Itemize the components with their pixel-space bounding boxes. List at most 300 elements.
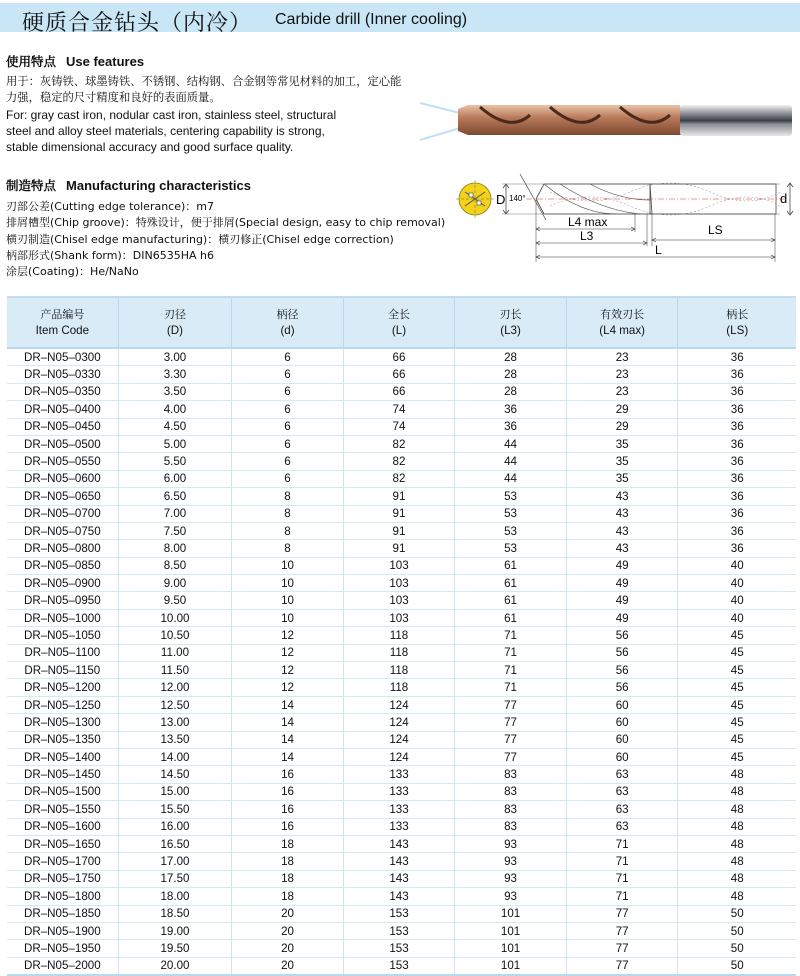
cell-item-code: DR–N05–1300 <box>7 714 118 731</box>
cell-shank-diameter: 6 <box>232 435 343 452</box>
cell-flute-length: 53 <box>455 540 567 557</box>
manufacturing-line: 涂层(Coating)：He/NaNo <box>6 265 139 279</box>
cell-flute-length: 53 <box>455 522 567 539</box>
cell-shank-diameter: 16 <box>232 801 343 818</box>
cell-overall-length: 66 <box>343 348 455 366</box>
cell-shank-length: 40 <box>678 592 796 609</box>
cell-flute-length: 71 <box>455 644 567 661</box>
cell-shank-length: 48 <box>678 818 796 835</box>
cell-cutting-diameter: 16.00 <box>118 818 232 835</box>
cell-flute-length: 44 <box>455 470 567 487</box>
column-header-en: Item Code <box>35 323 90 337</box>
cell-shank-length: 40 <box>678 609 796 626</box>
cell-overall-length: 74 <box>343 401 455 418</box>
table-row <box>7 348 796 366</box>
cell-cutting-diameter: 16.50 <box>118 835 232 852</box>
cell-effective-length: 56 <box>566 627 678 644</box>
cell-cutting-diameter: 14.00 <box>118 748 232 765</box>
manufacturing-heading <box>6 176 251 194</box>
use-features-line: 力强，稳定的尺寸精度和良好的表面质量。 <box>6 91 221 105</box>
cell-cutting-diameter: 5.00 <box>118 435 232 452</box>
column-header-item-code <box>7 297 118 348</box>
cell-effective-length: 35 <box>566 470 678 487</box>
drill-shank <box>680 105 792 136</box>
cell-cutting-diameter: 9.50 <box>118 592 232 609</box>
cell-flute-length: 83 <box>455 766 567 783</box>
cell-shank-length: 50 <box>678 905 796 922</box>
cell-shank-length: 40 <box>678 557 796 574</box>
column-header-zh: 有效刃长 <box>600 307 645 321</box>
cell-item-code: DR–N05–0650 <box>7 488 118 505</box>
table-row <box>7 818 796 835</box>
cell-effective-length: 49 <box>566 592 678 609</box>
cell-flute-length: 28 <box>455 383 567 400</box>
cell-shank-diameter: 8 <box>232 540 343 557</box>
cell-cutting-diameter: 11.50 <box>118 662 232 679</box>
cell-cutting-diameter: 7.00 <box>118 505 232 522</box>
cell-overall-length: 118 <box>343 662 455 679</box>
cell-flute-length: 71 <box>455 662 567 679</box>
cell-overall-length: 143 <box>343 888 455 905</box>
use-features-line: stable dimensional accuracy and good surface quality. <box>6 140 294 155</box>
cell-item-code: DR–N05–0450 <box>7 418 118 435</box>
cell-shank-length: 48 <box>678 766 796 783</box>
cell-shank-length: 48 <box>678 801 796 818</box>
cell-cutting-diameter: 6.00 <box>118 470 232 487</box>
manufacturing-line: 排屑槽型(Chip groove)：特殊设计，便于排屑(Special design, easy to chip removal) <box>6 216 446 230</box>
cell-flute-length: 71 <box>455 627 567 644</box>
cell-overall-length: 91 <box>343 505 455 522</box>
cell-shank-diameter: 18 <box>232 853 343 870</box>
cell-overall-length: 82 <box>343 453 455 470</box>
cell-shank-diameter: 6 <box>232 366 343 383</box>
cell-shank-length: 36 <box>678 453 796 470</box>
cell-shank-diameter: 6 <box>232 401 343 418</box>
cell-shank-diameter: 12 <box>232 644 343 661</box>
table-row <box>7 696 796 713</box>
cell-shank-length: 48 <box>678 870 796 887</box>
cell-effective-length: 23 <box>566 366 678 383</box>
table-row <box>7 522 796 539</box>
table-row <box>7 801 796 818</box>
cell-overall-length: 143 <box>343 870 455 887</box>
cell-flute-length: 77 <box>455 731 567 748</box>
table-row <box>7 957 796 975</box>
cell-shank-length: 36 <box>678 383 796 400</box>
cell-overall-length: 103 <box>343 592 455 609</box>
use-features-heading-zh: 使用特点 <box>6 54 57 69</box>
cell-effective-length: 77 <box>566 940 678 957</box>
cell-item-code: DR–N05–1750 <box>7 870 118 887</box>
cell-shank-diameter: 12 <box>232 662 343 679</box>
diagram-label-L3: L3 <box>580 229 594 243</box>
cell-flute-length: 83 <box>455 818 567 835</box>
cell-item-code: DR–N05–1350 <box>7 731 118 748</box>
column-header-zh: 柄径 <box>276 307 299 321</box>
cell-overall-length: 74 <box>343 418 455 435</box>
cell-shank-diameter: 6 <box>232 348 343 366</box>
cell-flute-length: 101 <box>455 957 567 975</box>
cell-cutting-diameter: 11.00 <box>118 644 232 661</box>
cell-effective-length: 63 <box>566 818 678 835</box>
manufacturing-line: 柄部形式(Shank form)：DIN6535HA h6 <box>6 248 214 262</box>
column-header-zh: 产品编号 <box>40 307 85 321</box>
cell-cutting-diameter: 6.50 <box>118 488 232 505</box>
cell-cutting-diameter: 5.50 <box>118 453 232 470</box>
cell-item-code: DR–N05–1800 <box>7 888 118 905</box>
cell-flute-length: 61 <box>455 609 567 626</box>
column-header-effective-length <box>566 297 678 348</box>
cell-effective-length: 77 <box>566 957 678 975</box>
cell-shank-diameter: 16 <box>232 766 343 783</box>
cell-shank-diameter: 10 <box>232 592 343 609</box>
cell-shank-diameter: 20 <box>232 905 343 922</box>
manufacturing-heading-en: Manufacturing characteristics <box>66 178 251 193</box>
table-row <box>7 366 796 383</box>
cell-effective-length: 77 <box>566 905 678 922</box>
cell-effective-length: 71 <box>566 870 678 887</box>
table-row <box>7 592 796 609</box>
cell-shank-length: 45 <box>678 679 796 696</box>
table-row <box>7 905 796 922</box>
cell-cutting-diameter: 20.00 <box>118 957 232 975</box>
cell-shank-length: 36 <box>678 401 796 418</box>
use-features-line: For: gray cast iron, nodular cast iron, stainless steel, structural <box>6 107 337 122</box>
table-row <box>7 470 796 487</box>
cell-item-code: DR–N05–0330 <box>7 366 118 383</box>
diagram-label-L4: L4 max <box>568 215 608 229</box>
cell-flute-length: 28 <box>455 366 567 383</box>
cell-shank-diameter: 18 <box>232 835 343 852</box>
cell-overall-length: 133 <box>343 783 455 800</box>
table-row <box>7 922 796 939</box>
table-row <box>7 505 796 522</box>
column-header-en: (L3) <box>500 323 521 337</box>
cell-item-code: DR–N05–0700 <box>7 505 118 522</box>
table-row <box>7 766 796 783</box>
cell-item-code: DR–N05–1050 <box>7 627 118 644</box>
cell-cutting-diameter: 12.00 <box>118 679 232 696</box>
table-row <box>7 627 796 644</box>
cell-item-code: DR–N05–0950 <box>7 592 118 609</box>
cell-flute-length: 83 <box>455 801 567 818</box>
table-row <box>7 662 796 679</box>
cell-shank-diameter: 18 <box>232 888 343 905</box>
cell-shank-length: 36 <box>678 488 796 505</box>
cell-overall-length: 82 <box>343 470 455 487</box>
cell-flute-length: 83 <box>455 783 567 800</box>
cell-shank-diameter: 14 <box>232 714 343 731</box>
cell-shank-diameter: 14 <box>232 696 343 713</box>
use-features-heading-en: Use features <box>66 54 145 69</box>
cell-cutting-diameter: 3.30 <box>118 366 232 383</box>
cell-overall-length: 66 <box>343 383 455 400</box>
cell-item-code: DR–N05–1250 <box>7 696 118 713</box>
column-header-shank-diameter <box>232 297 343 348</box>
cell-shank-diameter: 20 <box>232 957 343 975</box>
cell-overall-length: 143 <box>343 853 455 870</box>
page-title-zh: 硬质合金钻头（内冷） <box>22 11 253 36</box>
table-header-row <box>7 297 796 348</box>
cell-overall-length: 103 <box>343 575 455 592</box>
cell-item-code: DR–N05–0550 <box>7 453 118 470</box>
manufacturing-line: 刃部公差(Cutting edge tolerance)：m7 <box>6 200 214 213</box>
cell-effective-length: 29 <box>566 401 678 418</box>
cell-shank-length: 36 <box>678 505 796 522</box>
cell-cutting-diameter: 8.00 <box>118 540 232 557</box>
cell-shank-diameter: 6 <box>232 418 343 435</box>
cell-item-code: DR–N05–1400 <box>7 748 118 765</box>
table-row <box>7 609 796 626</box>
manufacturing-heading-zh: 制造特点 <box>6 178 57 193</box>
cell-effective-length: 71 <box>566 835 678 852</box>
cell-overall-length: 143 <box>343 835 455 852</box>
title-bar <box>0 3 800 36</box>
cell-shank-length: 48 <box>678 888 796 905</box>
cell-effective-length: 43 <box>566 540 678 557</box>
cell-shank-diameter: 20 <box>232 940 343 957</box>
cell-cutting-diameter: 3.50 <box>118 383 232 400</box>
cell-flute-length: 53 <box>455 505 567 522</box>
cell-item-code: DR–N05–1550 <box>7 801 118 818</box>
cell-effective-length: 56 <box>566 644 678 661</box>
cell-shank-diameter: 10 <box>232 609 343 626</box>
cell-effective-length: 71 <box>566 853 678 870</box>
table-row <box>7 575 796 592</box>
cell-effective-length: 77 <box>566 922 678 939</box>
table-row <box>7 714 796 731</box>
cell-flute-length: 28 <box>455 348 567 366</box>
cell-cutting-diameter: 18.50 <box>118 905 232 922</box>
cell-flute-length: 61 <box>455 592 567 609</box>
column-header-zh: 刃长 <box>499 307 522 321</box>
cell-effective-length: 35 <box>566 435 678 452</box>
cell-shank-length: 45 <box>678 662 796 679</box>
cell-shank-diameter: 20 <box>232 922 343 939</box>
cell-effective-length: 63 <box>566 766 678 783</box>
table-row <box>7 453 796 470</box>
diagram-label-D: D <box>496 192 506 207</box>
cell-overall-length: 124 <box>343 696 455 713</box>
cell-flute-length: 93 <box>455 888 567 905</box>
table-row <box>7 870 796 887</box>
cell-cutting-diameter: 13.00 <box>118 714 232 731</box>
cell-cutting-diameter: 7.50 <box>118 522 232 539</box>
cell-flute-length: 93 <box>455 835 567 852</box>
cell-cutting-diameter: 9.00 <box>118 575 232 592</box>
cell-shank-length: 45 <box>678 627 796 644</box>
glow-line <box>420 128 460 140</box>
cell-item-code: DR–N05–0300 <box>7 348 118 366</box>
cell-effective-length: 23 <box>566 383 678 400</box>
column-header-en: (LS) <box>726 323 749 337</box>
cell-item-code: DR–N05–1600 <box>7 818 118 835</box>
cell-item-code: DR–N05–1850 <box>7 905 118 922</box>
cell-shank-length: 48 <box>678 835 796 852</box>
cell-shank-diameter: 6 <box>232 383 343 400</box>
cell-item-code: DR–N05–1500 <box>7 783 118 800</box>
cell-effective-length: 43 <box>566 505 678 522</box>
table-row <box>7 557 796 574</box>
cell-item-code: DR–N05–0600 <box>7 470 118 487</box>
cell-shank-diameter: 10 <box>232 575 343 592</box>
cell-effective-length: 60 <box>566 748 678 765</box>
cell-item-code: DR–N05–1200 <box>7 679 118 696</box>
cell-shank-length: 40 <box>678 575 796 592</box>
cell-overall-length: 153 <box>343 940 455 957</box>
cell-cutting-diameter: 13.50 <box>118 731 232 748</box>
cell-shank-length: 50 <box>678 922 796 939</box>
cell-effective-length: 63 <box>566 801 678 818</box>
cell-item-code: DR–N05–1450 <box>7 766 118 783</box>
column-header-cutting-diameter <box>118 297 232 348</box>
cell-cutting-diameter: 12.50 <box>118 696 232 713</box>
cell-flute-length: 44 <box>455 435 567 452</box>
manufacturing-text <box>6 199 445 280</box>
cell-item-code: DR–N05–0500 <box>7 435 118 452</box>
cell-overall-length: 91 <box>343 488 455 505</box>
table-row <box>7 383 796 400</box>
table-row <box>7 435 796 452</box>
cell-shank-length: 36 <box>678 470 796 487</box>
cell-overall-length: 133 <box>343 766 455 783</box>
cell-effective-length: 35 <box>566 453 678 470</box>
cell-effective-length: 49 <box>566 609 678 626</box>
cell-overall-length: 153 <box>343 905 455 922</box>
cell-shank-length: 36 <box>678 418 796 435</box>
cell-item-code: DR–N05–1150 <box>7 662 118 679</box>
cell-item-code: DR–N05–0800 <box>7 540 118 557</box>
cell-flute-length: 53 <box>455 488 567 505</box>
cell-flute-length: 93 <box>455 870 567 887</box>
use-features-line: steel and alloy steel materials, centering capability is strong, <box>6 123 325 138</box>
cell-overall-length: 124 <box>343 714 455 731</box>
cell-effective-length: 71 <box>566 888 678 905</box>
cell-cutting-diameter: 10.50 <box>118 627 232 644</box>
cell-effective-length: 43 <box>566 522 678 539</box>
cell-shank-diameter: 8 <box>232 505 343 522</box>
cell-overall-length: 103 <box>343 557 455 574</box>
column-header-flute-length <box>455 297 567 348</box>
cell-shank-diameter: 6 <box>232 453 343 470</box>
column-header-zh: 全长 <box>388 307 410 321</box>
cell-cutting-diameter: 15.50 <box>118 801 232 818</box>
cell-shank-length: 45 <box>678 748 796 765</box>
table-row <box>7 401 796 418</box>
cell-shank-length: 36 <box>678 540 796 557</box>
cell-shank-length: 45 <box>678 731 796 748</box>
cell-shank-length: 50 <box>678 940 796 957</box>
cell-flute-length: 77 <box>455 714 567 731</box>
diagram-label-L: L <box>655 243 662 257</box>
cell-item-code: DR–N05–1900 <box>7 922 118 939</box>
product-spec-table <box>7 296 796 976</box>
cell-item-code: DR–N05–0400 <box>7 401 118 418</box>
cell-effective-length: 60 <box>566 714 678 731</box>
carbide-drill-photo <box>420 85 800 155</box>
page-title-en: Carbide drill (Inner cooling) <box>275 11 468 28</box>
cell-flute-length: 36 <box>455 418 567 435</box>
cell-shank-diameter: 6 <box>232 470 343 487</box>
use-features-heading <box>6 52 144 70</box>
cell-overall-length: 124 <box>343 731 455 748</box>
cell-item-code: DR–N05–0350 <box>7 383 118 400</box>
table-body <box>7 348 796 975</box>
column-header-en: (L4 max) <box>599 323 646 337</box>
cell-shank-length: 50 <box>678 957 796 975</box>
cell-shank-length: 48 <box>678 783 796 800</box>
cell-item-code: DR–N05–1650 <box>7 835 118 852</box>
column-header-en: (L) <box>391 323 407 337</box>
table-row <box>7 644 796 661</box>
cell-cutting-diameter: 14.50 <box>118 766 232 783</box>
cell-overall-length: 153 <box>343 922 455 939</box>
column-header-zh: 柄长 <box>726 307 749 321</box>
cell-flute-length: 101 <box>455 922 567 939</box>
cell-effective-length: 29 <box>566 418 678 435</box>
cell-cutting-diameter: 19.00 <box>118 922 232 939</box>
cell-shank-length: 36 <box>678 348 796 366</box>
cell-cutting-diameter: 4.50 <box>118 418 232 435</box>
cell-flute-length: 77 <box>455 748 567 765</box>
cell-overall-length: 103 <box>343 609 455 626</box>
cell-shank-diameter: 16 <box>232 783 343 800</box>
cell-shank-diameter: 10 <box>232 557 343 574</box>
table-row <box>7 679 796 696</box>
diagram-label-LS: LS <box>708 223 723 237</box>
cell-shank-length: 45 <box>678 644 796 661</box>
cell-shank-diameter: 14 <box>232 731 343 748</box>
table-row <box>7 783 796 800</box>
cell-shank-diameter: 14 <box>232 748 343 765</box>
cell-overall-length: 91 <box>343 522 455 539</box>
cell-shank-diameter: 8 <box>232 522 343 539</box>
cell-shank-length: 48 <box>678 853 796 870</box>
cell-overall-length: 91 <box>343 540 455 557</box>
cell-item-code: DR–N05–2000 <box>7 957 118 975</box>
cell-shank-diameter: 18 <box>232 870 343 887</box>
column-header-shank-length <box>678 297 796 348</box>
cell-effective-length: 60 <box>566 731 678 748</box>
cell-item-code: DR–N05–0900 <box>7 575 118 592</box>
cell-overall-length: 82 <box>343 435 455 452</box>
cell-effective-length: 56 <box>566 662 678 679</box>
use-features-line: 用于：灰铸铁、球墨铸铁、不锈钢、结构钢、合金钢等常见材料的加工，定心能 <box>6 75 402 88</box>
cell-item-code: DR–N05–0750 <box>7 522 118 539</box>
cell-flute-length: 36 <box>455 401 567 418</box>
cell-overall-length: 153 <box>343 957 455 975</box>
column-header-en: (d) <box>280 323 295 337</box>
cell-flute-length: 77 <box>455 696 567 713</box>
cell-cutting-diameter: 3.00 <box>118 348 232 366</box>
glow-line <box>420 103 460 113</box>
cell-overall-length: 124 <box>343 748 455 765</box>
cell-shank-length: 36 <box>678 522 796 539</box>
column-header-en: (D) <box>166 323 184 337</box>
cell-item-code: DR–N05–1700 <box>7 853 118 870</box>
cell-item-code: DR–N05–1000 <box>7 609 118 626</box>
cell-flute-length: 61 <box>455 575 567 592</box>
cell-item-code: DR–N05–1100 <box>7 644 118 661</box>
cell-effective-length: 23 <box>566 348 678 366</box>
diagram-label-d: d <box>780 191 788 206</box>
drill-dimension-diagram <box>440 170 800 270</box>
table-row <box>7 418 796 435</box>
cell-overall-length: 118 <box>343 644 455 661</box>
cell-flute-length: 61 <box>455 557 567 574</box>
manufacturing-line: 横刃制造(Chisel edge manufacturing)：横刃修正(Chisel edge correction) <box>6 232 394 246</box>
cell-flute-length: 44 <box>455 453 567 470</box>
